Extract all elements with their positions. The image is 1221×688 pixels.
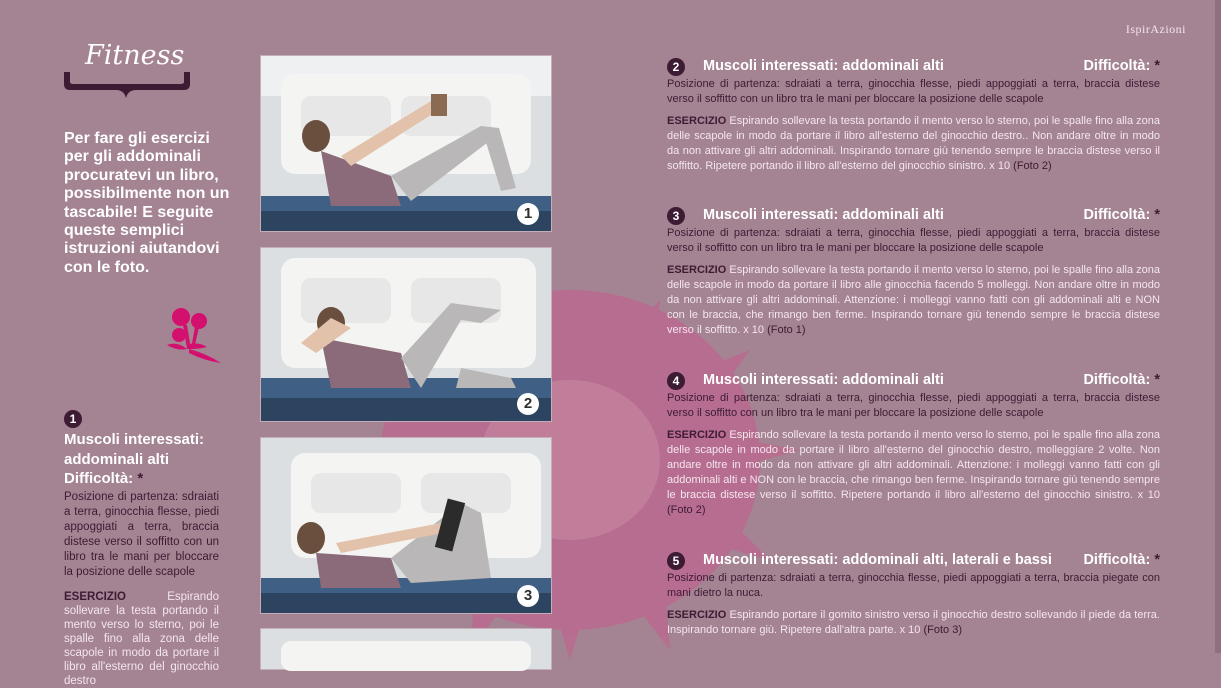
exercise-photo-3: [260, 437, 552, 614]
difficulty: Difficoltà: *: [1083, 207, 1160, 223]
exercise-number: 5: [667, 552, 685, 570]
intro-text: Per fare gli esercizi per gli addominali procuratevi un libro, possibilmente non un tascabile! E seguite queste semplici istruzioni aiutandovi con le foto.: [64, 130, 230, 276]
photo-reference: (Foto 1): [767, 324, 806, 336]
difficulty-star: *: [1154, 372, 1160, 388]
difficulty: Difficoltà: *: [1083, 372, 1160, 388]
starting-position: Posizione di partenza: sdraiati a terra, ginocchia flesse, piedi appoggiati a terra, braccia distese verso il soffitto con un libro tra le mani per bloccare la posizione delle scapole: [667, 392, 1160, 419]
difficulty-star: *: [1154, 207, 1160, 223]
exercise-description: ESERCIZIO Espirando sollevare la testa portando il mento verso lo sterno, poi le spalle fino alla zona delle scapole in modo da portare il libro all'esterno del ginocchio destro, molleggiare 2 volte. Non andare oltre in modo da non attivare gli altri addominali. Attenzione: i molleggi vanno fatti con gli addominali alti e NON con le braccia, che rimango ben ferme. Inspirando tornare giù tenendo sempre le braccia distese verso il soffitto. Ripetere portando il libro all'esterno del ginocchio sinistro. x 10 (Foto 2): [667, 429, 1160, 516]
photo-number-badge: 2: [517, 393, 539, 415]
difficulty: Difficoltà: *: [1083, 58, 1160, 74]
photo-reference: (Foto 2): [667, 504, 706, 516]
photo-illustration: [261, 56, 551, 231]
rose-icon: [165, 305, 223, 367]
starting-position: Posizione di partenza: sdraiati a terra, ginocchia flesse, piedi appoggiati a terra, braccia distese verso il soffitto con un libro tra le mani per bloccare la posizione delle scapole: [667, 78, 1160, 105]
exercise-description: ESERCIZIO Espirando portare il gomito sinistro verso il ginocchio destro sollevando il piede da terra. Inspirando tornare giù. Ripetere dall'altra parte. x 10 (Foto 3): [667, 609, 1160, 636]
exercise-3: [667, 207, 1160, 338]
exercise-description: ESERCIZIO Espirando sollevare la testa portando il mento verso lo sterno, poi le spalle fino alla zona delle scapole in modo da portare il libro alle ginocchia facendo 5 molleggi. Non andare oltre in modo da non attivare gli altri addominali. Attenzione: i molleggi vanno fatti con gli addominali alti e NON con le braccia, che rimango ben ferme. Inspirando tornare giù tenendo sempre le braccia distese verso il soffitto. x 10 (Foto 1): [667, 264, 1160, 336]
exercise-number: 4: [667, 372, 685, 390]
exercise-photo-1: [260, 55, 552, 232]
photo-illustration: [261, 248, 551, 421]
difficulty: Difficoltà: *: [1083, 552, 1160, 568]
exercise-title: Muscoli interessati: addominali alti: [703, 207, 944, 223]
section-tag: IspirAzioni: [1125, 22, 1186, 36]
exercise-4: [667, 372, 1160, 518]
photo-number-badge: 1: [517, 203, 539, 225]
exercise-title: Muscoli interessati: addominali alti: [703, 58, 944, 74]
starting-position: Posizione di partenza: sdraiati a terra, ginocchia flesse, piedi appoggiati a terra, braccia piegate con mani dietro la nuca.: [667, 572, 1160, 599]
difficulty-star: *: [1154, 58, 1160, 74]
difficulty-star: *: [137, 470, 144, 487]
page-title: Fitness: [85, 40, 185, 71]
difficulty: Difficoltà: *: [64, 470, 144, 487]
starting-position: Posizione di partenza: sdraiati a terra, ginocchia flesse, piedi appoggiati a terra, braccia distese verso il soffitto con un libro tra le mani per bloccare la posizione delle scapole: [667, 227, 1160, 254]
exercise-description: ESERCIZIO Espirando sollevare la testa portando il mento verso lo sterno, poi le spalle fino alla zona delle scapole in modo da portare il libro all'esterno del ginocchio destro: [64, 591, 219, 687]
starting-position: Posizione di partenza: sdraiati a terra, ginocchia flesse, piedi appoggiati a terra, braccia distese verso il soffitto con un libro tra le mani per bloccare la posizione delle scapole: [64, 491, 219, 578]
exercise-number: 1: [64, 410, 82, 428]
exercise-5: [667, 552, 1160, 638]
exercise-2: [667, 58, 1160, 174]
exercise-photo-4: [260, 628, 552, 670]
exercise-photo-2: [260, 247, 552, 422]
photo-illustration: [261, 438, 551, 613]
page-edge: [1215, 0, 1221, 653]
photo-reference: (Foto 2): [1013, 160, 1052, 172]
exercise-1: [64, 410, 219, 688]
exercise-title: Muscoli interessati: addominali alti: [703, 372, 944, 388]
photo-number-badge: 3: [517, 585, 539, 607]
exercise-number: 3: [667, 207, 685, 225]
photo-illustration: [261, 629, 551, 669]
exercise-number: 2: [667, 58, 685, 76]
exercise-title: Muscoli interessati: addominali alti, laterali e bassi: [703, 552, 1052, 568]
title-banner: [62, 70, 194, 100]
photo-reference: (Foto 3): [923, 624, 962, 636]
exercise-title: Muscoli interessati: addominali alti: [64, 431, 205, 468]
difficulty-star: *: [1154, 552, 1160, 568]
exercise-description: ESERCIZIO Espirando sollevare la testa portando il mento verso lo sterno, poi le spalle fino alla zona delle scapole in modo da portare il libro all'esterno del ginocchio destro.. Non andare oltre in modo da non attivare gli altri addominali. Inspirando tornare giù tenendo sempre le braccia distese verso il soffitto. Ripetere portando il libro all'esterno del ginocchio sinistro. x 10 (Foto 2): [667, 115, 1160, 172]
